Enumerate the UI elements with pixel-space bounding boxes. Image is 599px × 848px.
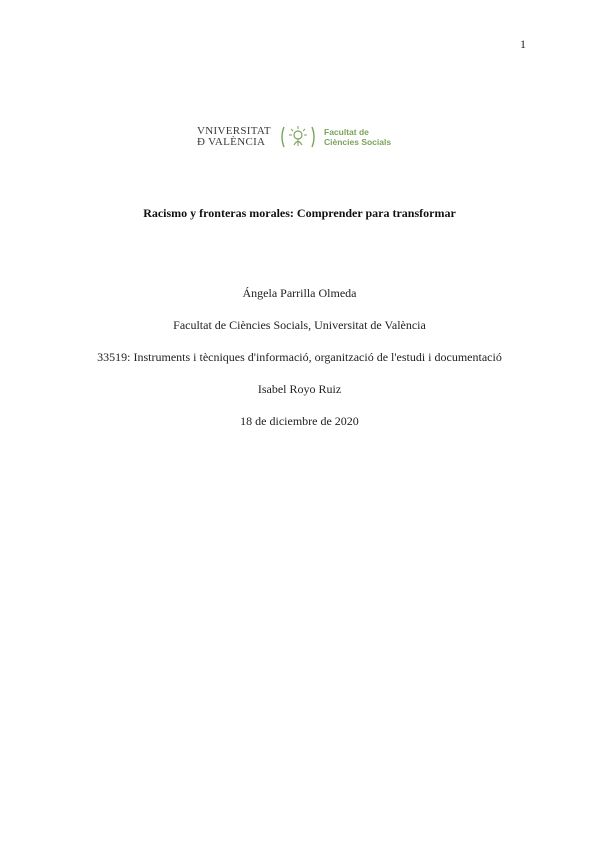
page-number: 1 (520, 37, 526, 51)
teacher-name: Isabel Royo Ruiz (257, 382, 342, 396)
course-name: 33519: Instruments i tècniques d'informació, organització de l'estudi i documentació (97, 350, 502, 364)
faculty-name-line1: Facultat de (324, 127, 369, 137)
faculty-name (324, 127, 391, 147)
university-name-line2: Đ VALÈNCIA (197, 136, 266, 148)
document-date: 18 de diciembre de 2020 (240, 414, 359, 428)
faculty-name-line2: Ciències Socials (324, 137, 392, 147)
university-logo (197, 124, 412, 152)
university-emblem-icon (278, 124, 318, 150)
university-name-line1: VNIVERSITAT (197, 125, 271, 137)
author-name: Ángela Parrilla Olmeda (242, 286, 357, 300)
institution: Facultat de Ciències Socials, Universitat de València (173, 318, 426, 332)
document-title: Racismo y fronteras morales: Comprender para transformar (143, 206, 456, 220)
